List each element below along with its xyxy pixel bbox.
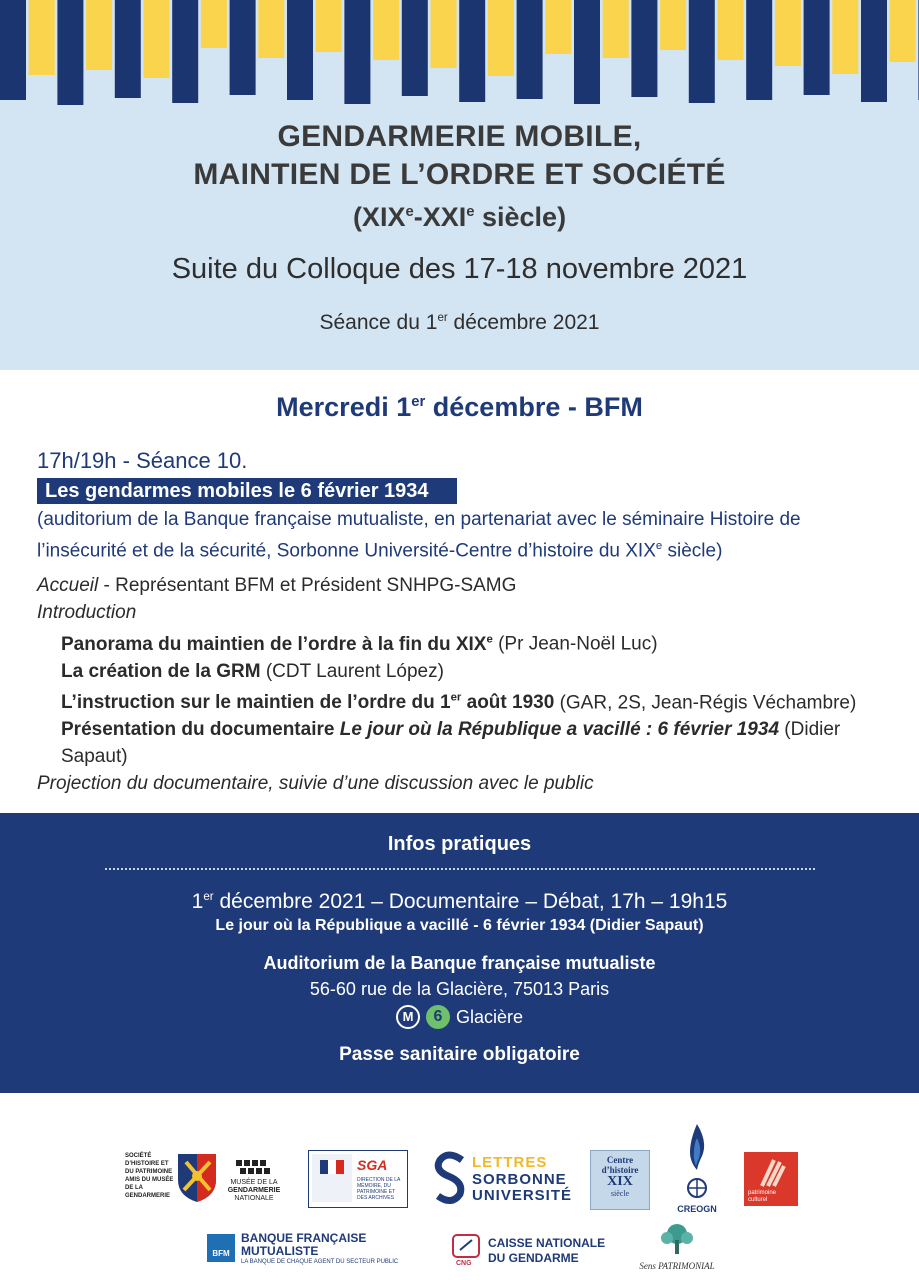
introduction-label: Introduction <box>37 602 137 624</box>
stripe-yellow <box>718 0 744 60</box>
metro-info <box>0 1002 919 1032</box>
cng-logo: CNG CAISSE NATIONALE DU GENDARME <box>450 1230 600 1270</box>
sanitary-pass-notice: Passe sanitaire obligatoire <box>339 1044 580 1065</box>
stripe-navy <box>115 0 141 98</box>
stripe-navy <box>57 0 83 105</box>
dotted-divider <box>105 868 815 870</box>
seance-date: Séance du 1er décembre 2021 <box>319 311 600 334</box>
colloque-subtitle: Suite du Colloque des 17-18 novembre 2021 <box>171 253 748 285</box>
stripe-navy <box>402 0 428 96</box>
sens-patrimonial-logo: Sens PATRIMONIAL <box>635 1222 719 1274</box>
session-time: 17h/19h - Séance 10. <box>37 448 248 473</box>
program-list <box>37 572 907 797</box>
centre-histoire-logo: Centre d’histoire XIX siècle <box>590 1150 650 1210</box>
globe-icon <box>686 1177 708 1199</box>
venue-name: Auditorium de la Banque française mutualiste <box>263 953 656 973</box>
stripe-yellow <box>258 0 284 58</box>
metro-line-icon: 6 <box>426 1005 450 1029</box>
infos-title: Infos pratiques <box>387 833 532 855</box>
stripe-navy <box>574 0 600 104</box>
stripe-yellow <box>890 0 916 62</box>
torch-icon <box>744 1152 798 1192</box>
program-item-1: Panorama du maintien de l’ordre à la fin du XIXe (Pr Jean-Noël Luc) <box>61 633 658 655</box>
gendarmerie-shield-icon <box>176 1152 218 1204</box>
metro-station: Glacière <box>455 1007 524 1027</box>
program-item-3: L’instruction sur le maintien de l’ordre du 1er août 1930 (GAR, 2S, Jean-Régis Véchambre) <box>61 691 857 713</box>
musee-grid-icon <box>234 1158 274 1176</box>
infos-pratiques-panel <box>0 813 919 1093</box>
session-title: Les gendarmes mobiles le 6 février 1934 <box>37 478 457 504</box>
title-century: (XIXe-XXIe siècle) <box>352 202 567 232</box>
documentary-line: Le jour où la République a vacillé - 6 février 1934 (Didier Sapaut) <box>215 917 704 934</box>
stripe-navy <box>0 0 26 100</box>
stripe-navy <box>287 0 313 100</box>
stripe-navy <box>804 0 830 95</box>
event-date-line: 1er décembre 2021 – Documentaire – Débat, 17h – 19h15 <box>191 890 728 913</box>
stripe-navy <box>746 0 772 100</box>
metro-icon: M <box>396 1005 420 1029</box>
stripe-yellow <box>603 0 629 58</box>
stripe-yellow <box>373 0 399 60</box>
program-section <box>37 447 907 797</box>
stripe-yellow <box>775 0 801 66</box>
musee-gendarmerie-logo: MUSÉE DE LA GENDARMERIE NATIONALE <box>222 1158 286 1203</box>
stripe-yellow <box>29 0 55 75</box>
stripe-yellow <box>144 0 170 78</box>
creogn-logo: CREOGN <box>672 1122 722 1212</box>
title-line-2: MAINTIEN DE L’ORDRE ET SOCIÉTÉ <box>193 158 726 191</box>
sorbonne-s-icon <box>434 1150 468 1206</box>
infos-body <box>0 883 919 1066</box>
venue-address: 56-60 rue de la Glacière, 75013 Paris <box>309 979 610 999</box>
stripe-yellow <box>201 0 227 48</box>
decorative-stripes <box>0 0 919 110</box>
stripe-navy <box>517 0 543 99</box>
flame-icon <box>682 1122 712 1172</box>
stripe-navy <box>631 0 657 97</box>
sorbonne-logo: LETTRES SORBONNE UNIVERSITÉ <box>434 1150 574 1206</box>
stripe-yellow <box>86 0 112 70</box>
stripe-yellow <box>488 0 514 76</box>
closing-item: Projection du documentaire, suivie d’une discussion avec le public <box>37 772 594 794</box>
bfm-logo: BFM BANQUE FRANÇAISE MUTUALISTE LA BANQUE DE CHAQUE AGENT DU SECTEUR PUBLIC <box>207 1232 417 1268</box>
sga-logo: SGA DIRECTION DE LA MÉMOIRE, DU PATRIMOINE ET DES ARCHIVES <box>308 1150 408 1208</box>
program-item-2: La création de la GRM (CDT Laurent López) <box>61 660 444 682</box>
accueil-item: Accueil - Représentant BFM et Président SNHPG-SAMG <box>37 575 517 597</box>
snhpg-logo: SOCIÉTÉ D’HISTOIRE ET DU PATRIMOINE AMIS DU MUSÉE DE LA GENDARMERIE <box>125 1153 174 1199</box>
tree-icon <box>655 1222 699 1256</box>
program-item-4: Présentation du documentaire Le jour où la République a vacillé : 6 février 1934 (Didier Sapaut) <box>61 718 841 767</box>
stripe-navy <box>172 0 198 103</box>
stripe-yellow <box>660 0 686 50</box>
stripe-navy <box>459 0 485 102</box>
stripe-navy <box>230 0 256 95</box>
stripe-navy <box>861 0 887 102</box>
day-heading: Mercredi 1er décembre - BFM <box>276 392 643 422</box>
stripe-navy <box>689 0 715 103</box>
session-description: (auditorium de la Banque française mutualiste, en partenariat avec le séminaire Histoire de l’insécurité et de la sécurité, Sorbonne Université-Centre d’histoire du XIXe siècle) <box>37 509 801 562</box>
stripe-navy <box>344 0 370 104</box>
stripe-yellow <box>316 0 342 52</box>
title-line-1: GENDARMERIE MOBILE, <box>277 120 642 153</box>
stripe-yellow <box>431 0 457 68</box>
title-block <box>0 118 919 338</box>
header-banner <box>0 0 919 370</box>
stripe-yellow <box>545 0 571 54</box>
stripe-yellow <box>832 0 858 74</box>
cng-emblem-icon <box>450 1232 482 1262</box>
patrimoine-culturel-logo: patrimoine culturel <box>744 1152 798 1206</box>
